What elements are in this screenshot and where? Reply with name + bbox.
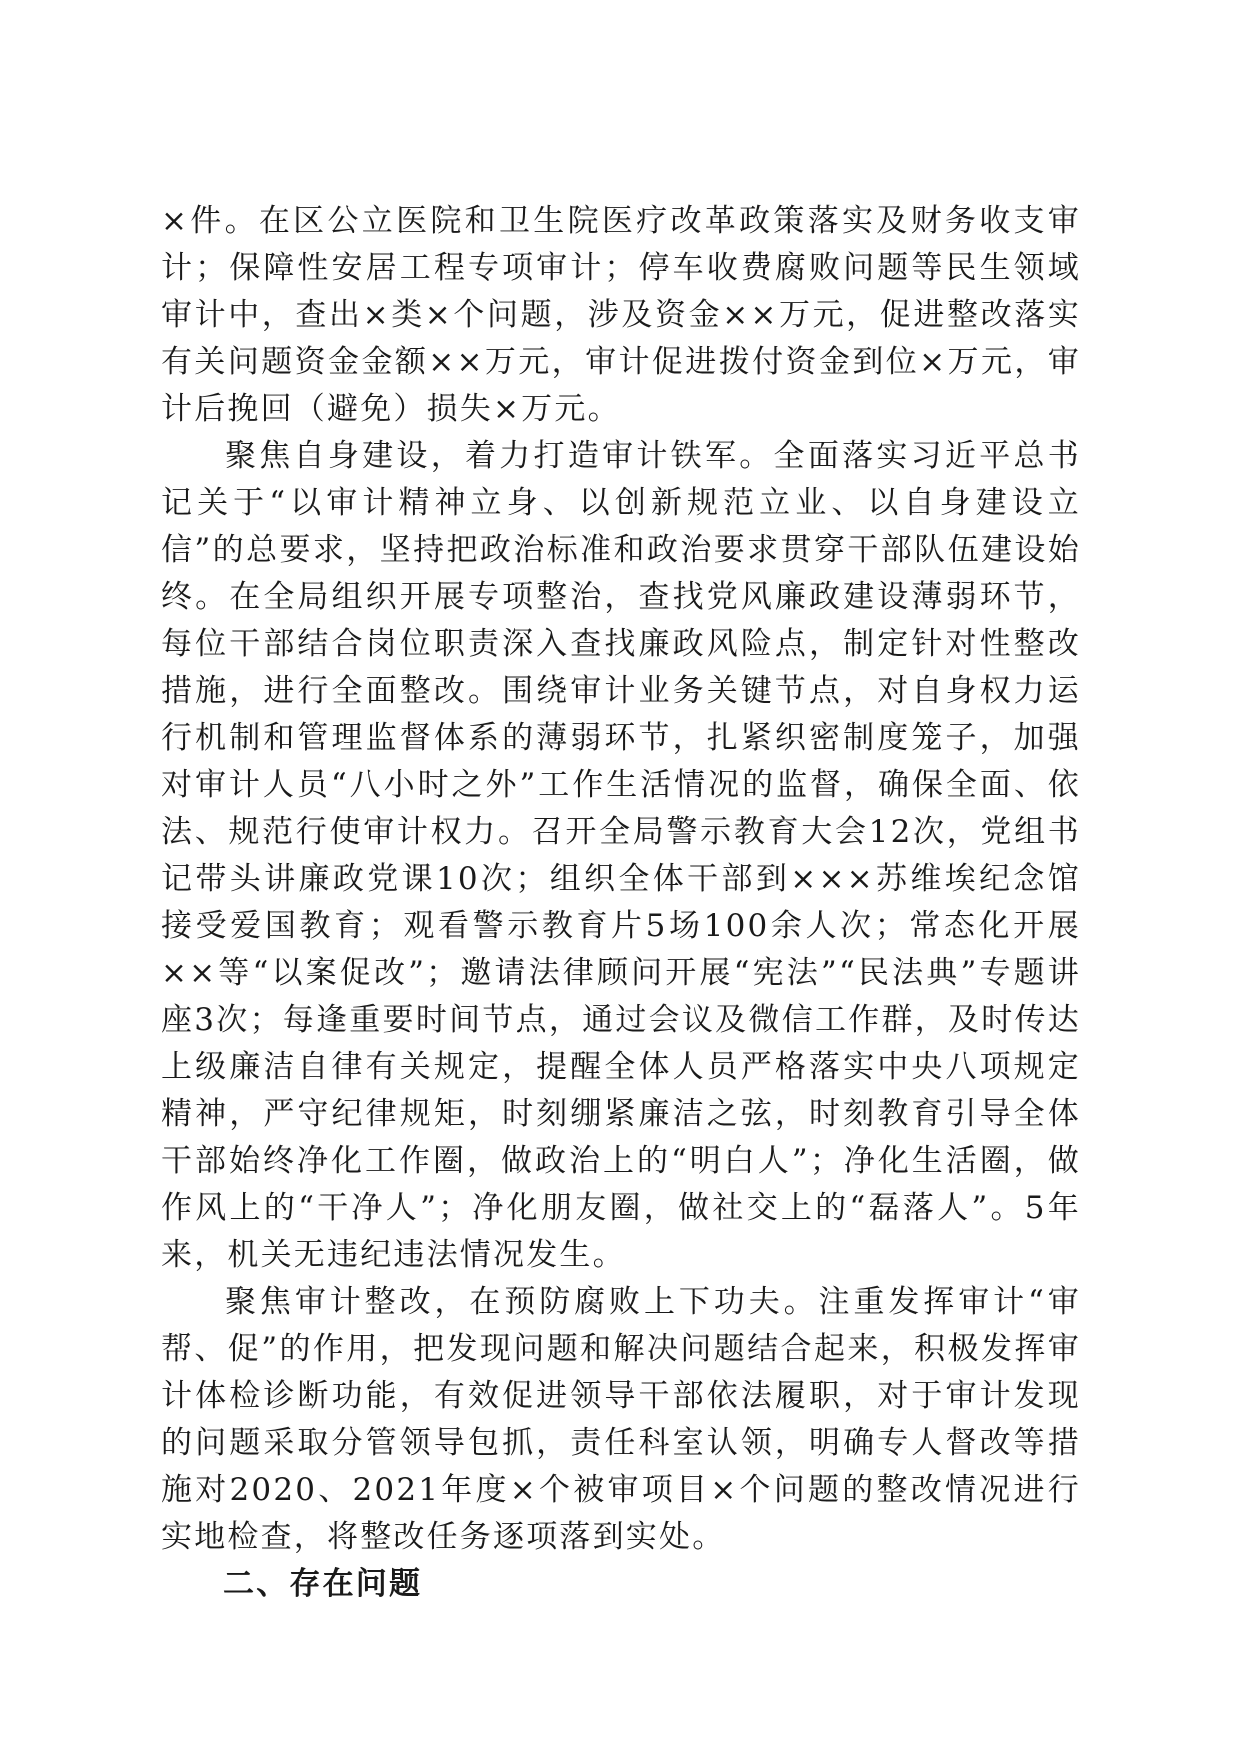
paragraph-audit-rectification: 聚焦审计整改，在预防腐败上下功夫。注重发挥审计“审帮、促”的作用，把发现问题和解决问题结合起来，积极发挥审计体检诊断功能，有效促进领导干部依法履职，对于审计发现的问题采取分管领导包抓，责任科室认领，明确专人督改等措施对2020、2021年度×个被审项目×个问题的整改情况进行实地检查，将整改任务逐项落到实处。 [161, 1284, 1081, 1555]
section-heading-existing-problems: 二、存在问题 [223, 1566, 423, 1602]
paragraph-audit-results: ×件。在区公立医院和卫生院医疗改革政策落实及财务收支审计；保障性安居工程专项审计；停车收费腐败问题等民生领域审计中，查出×类×个问题，涉及资金××万元，促进整改落实有关问题资金金额××万元，审计促进拨付资金到位×万元，审计后挽回（避免）损失×万元。 [161, 203, 1081, 427]
document-page [161, 198, 1081, 1608]
paragraph-self-building: 聚焦自身建设，着力打造审计铁军。全面落实习近平总书记关于“以审计精神立身、以创新规范立业、以自身建设立信”的总要求，坚持把政治标准和政治要求贯穿干部队伍建设始终。在全局组织开展专项整治，查找党风廉政建设薄弱环节，每位干部结合岗位职责深入查找廉政风险点，制定针对性整改措施，进行全面整改。围绕审计业务关键节点，对自身权力运行机制和管理监督体系的薄弱环节，扎紧织密制度笼子，加强对审计人员“八小时之外”工作生活情况的监督，确保全面、依法、规范行使审计权力。召开全局警示教育大会12次，党组书记带头讲廉政党课10次；组织全体干部到×××苏维埃纪念馆接受爱国教育；观看警示教育片5场100余人次；常态化开展××等“以案促改”；邀请法律顾问开展“宪法”“民法典”专题讲座3次；每逢重要时间节点，通过会议及微信工作群，及时传达上级廉洁自律有关规定，提醒全体人员严格落实中央八项规定精神，严守纪律规矩，时刻绷紧廉洁之弦，时刻教育引导全体干部始终净化工作圈，做政治上的“明白人”；净化生活圈，做作风上的“干净人”；净化朋友圈，做社交上的“磊落人”。5年来，机关无违纪违法情况发生。 [161, 438, 1081, 1273]
